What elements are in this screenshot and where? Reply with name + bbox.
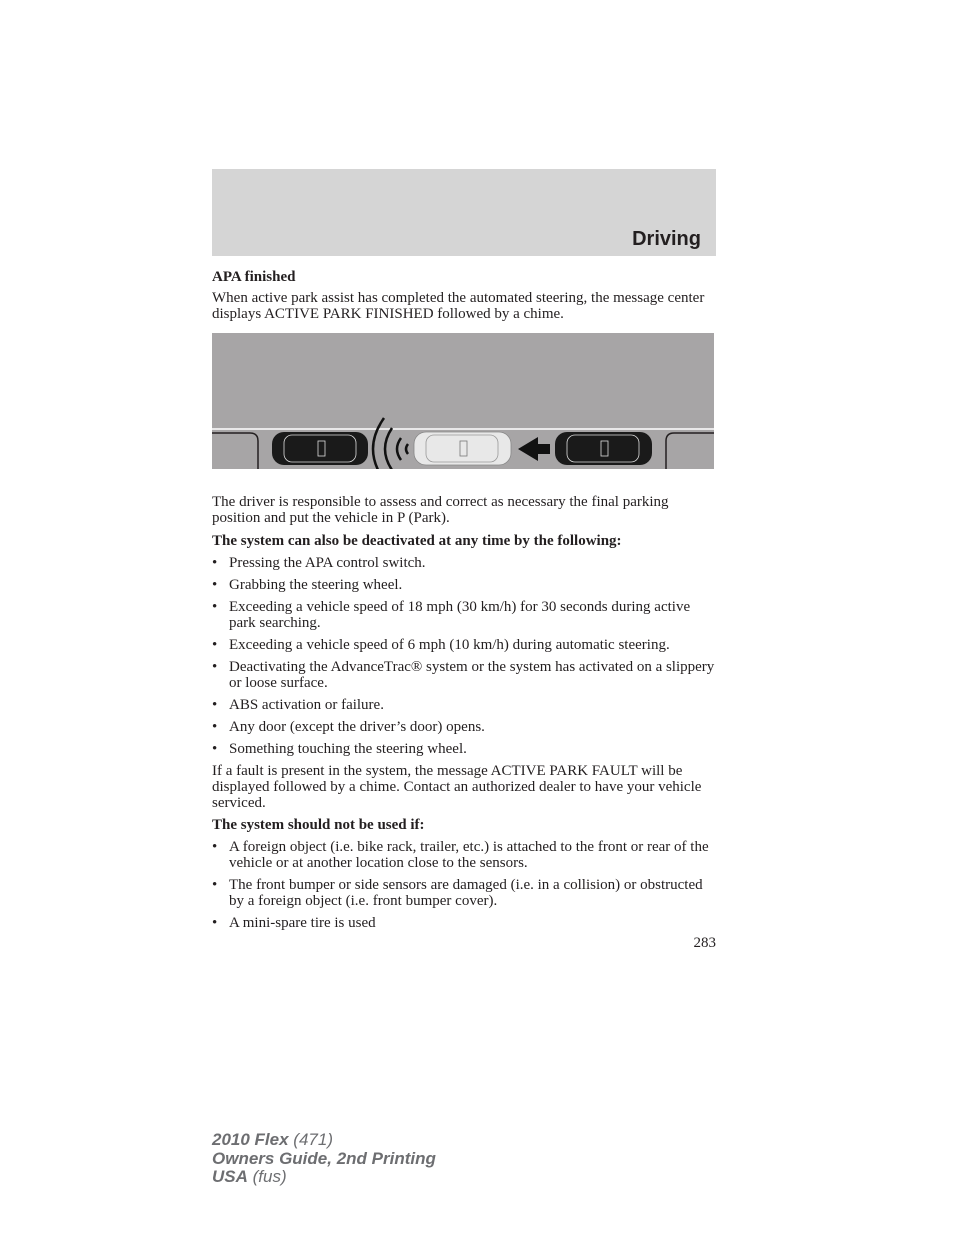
bullet: •	[212, 659, 218, 675]
list-item-text: Exceeding a vehicle speed of 18 mph (30 km/h) for 30 seconds during active park searching.	[229, 599, 691, 631]
list-item-text: Something touching the steering wheel.	[229, 741, 467, 757]
bullet: •	[212, 839, 218, 855]
list-item-text: Grabbing the steering wheel.	[229, 577, 403, 593]
list-item	[212, 697, 718, 713]
heading-deactivation: The system can also be deactivated at any time by the following:	[212, 533, 622, 549]
bullet: •	[212, 599, 218, 615]
list-item	[212, 877, 718, 909]
footer-market-code: (fus)	[252, 1167, 287, 1186]
bullet: •	[212, 555, 218, 571]
page-number: 283	[693, 935, 716, 951]
parking-illustration	[212, 333, 714, 469]
paragraph-apa-finished: When active park assist has completed the automated steering, the message center displays ACTIVE PARK FINISHED followed by a chime.	[212, 290, 705, 322]
footer-market: USA	[212, 1167, 248, 1186]
footer-guide: Owners Guide, 2nd Printing	[212, 1148, 436, 1168]
list-item-text: Deactivating the AdvanceTrac® system or the system has activated on a slippery or loose surface.	[229, 659, 715, 691]
section-header-band	[212, 169, 716, 256]
bullet: •	[212, 741, 218, 757]
bullet: •	[212, 719, 218, 735]
list-item	[212, 577, 718, 593]
footer-model-code: (471)	[293, 1130, 333, 1149]
list-item	[212, 915, 718, 931]
heading-apa-finished: APA finished	[212, 269, 296, 285]
parked-car-front-icon	[555, 432, 652, 465]
paragraph-fault: If a fault is present in the system, the message ACTIVE PARK FAULT will be displayed followed by a chime. Contact an authorized dealer to have your vehicle serviced.	[212, 763, 702, 811]
footer	[212, 1131, 436, 1187]
footer-model: 2010 Flex	[212, 1130, 289, 1149]
heading-should-not-use: The system should not be used if:	[212, 817, 425, 833]
list-item-text: ABS activation or failure.	[229, 697, 384, 713]
section-title: Driving	[632, 228, 701, 250]
bullet: •	[212, 697, 218, 713]
list-item	[212, 839, 718, 871]
list-item	[212, 599, 718, 631]
list-item	[212, 637, 718, 653]
list-item-text: A mini-spare tire is used	[229, 915, 376, 931]
list-item-text: Any door (except the driver’s door) opens.	[229, 719, 485, 735]
parked-car-rear-icon	[272, 432, 368, 465]
own-car-icon	[414, 432, 511, 465]
list-item-text: Exceeding a vehicle speed of 6 mph (10 km/h) during automatic steering.	[229, 637, 670, 653]
paragraph-driver-responsible: The driver is responsible to assess and correct as necessary the final parking position and put the vehicle in P (Park).	[212, 494, 669, 526]
list-item	[212, 719, 718, 735]
bullet: •	[212, 915, 218, 931]
list-item-text: Pressing the APA control switch.	[229, 555, 426, 571]
list-item-text: The front bumper or side sensors are damaged (i.e. in a collision) or obstructed by a foreign object (i.e. front bumper cover).	[229, 877, 703, 909]
list-item	[212, 659, 718, 691]
page-content	[212, 269, 718, 951]
list-item	[212, 741, 718, 757]
bullet: •	[212, 637, 218, 653]
bullet: •	[212, 577, 218, 593]
list-item	[212, 555, 718, 571]
bullet: •	[212, 877, 218, 893]
list-item-text: A foreign object (i.e. bike rack, trailer, etc.) is attached to the front or rear of the vehicle or at another location close to the sensors.	[229, 839, 709, 871]
